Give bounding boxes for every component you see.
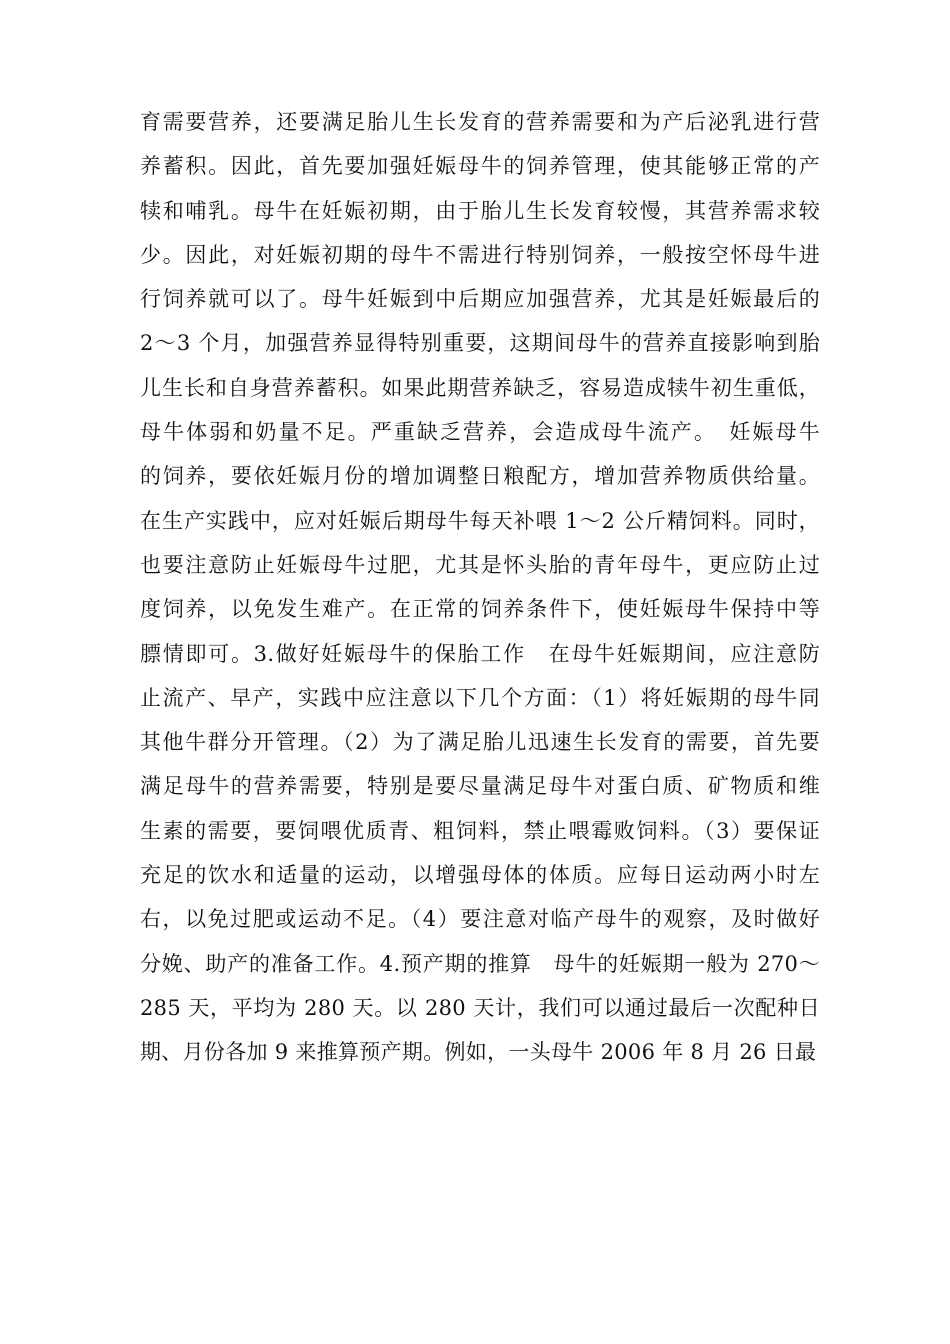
text-line: 在生产实践中，应对妊娠后期母牛每天补喂 1～2 公斤精饲料。同时， [140,508,820,533]
text-line: 生素的需要，要饲喂优质青、粗饲料，禁止喂霉败饲料。（3）要保证 [140,818,820,843]
text-line: 的饲养，要依妊娠月份的增加调整日粮配方，增加营养物质供给量。 [140,464,820,489]
text-line: 满足母牛的营养需要，特别是要尽量满足母牛对蛋白质、矿物质和维 [140,774,820,799]
text-line: 也要注意防止妊娠母牛过肥，尤其是怀头胎的青年母牛，更应防止过 [140,552,820,577]
text-line: 度饲养，以免发生难产。在正常的饲养条件下，使妊娠母牛保持中等 [140,597,820,622]
text-line: 犊和哺乳。母牛在妊娠初期，由于胎儿生长发育较慢，其营养需求较 [140,198,820,223]
text-line: 止流产、早产，实践中应注意以下几个方面：（1）将妊娠期的母牛同 [140,685,820,710]
text-line: 母牛体弱和奶量不足。严重缺乏营养，会造成母牛流产。 妊娠母牛 [140,420,820,445]
text-line: 少。因此，对妊娠初期的母牛不需进行特别饲养，一般按空怀母牛进 [140,242,820,267]
text-line: 285 天，平均为 280 天。以 280 天计，我们可以通过最后一次配种日 [140,995,820,1020]
text-line: 其他牛群分开管理。（2）为了满足胎儿迅速生长发育的需要，首先要 [140,730,820,755]
body-text [140,100,820,1075]
text-line: 期、月份各加 9 来推算预产期。例如，一头母牛 2006 年 8 月 26 日最 [140,1040,817,1065]
text-line: 充足的饮水和适量的运动，以增强母体的体质。应每日运动两小时左 [140,863,820,888]
text-line: 育需要营养，还要满足胎儿生长发育的营养需要和为产后泌乳进行营 [140,110,820,134]
text-line: 养蓄积。因此，首先要加强妊娠母牛的饲养管理，使其能够正常的产 [140,154,820,179]
text-line: 行饲养就可以了。母牛妊娠到中后期应加强营养，尤其是妊娠最后的 [140,287,820,312]
text-line: 分娩、助产的准备工作。4.预产期的推算 母牛的妊娠期一般为 270～ [140,951,820,976]
text-line: 右，以免过肥或运动不足。（4）要注意对临产母牛的观察，及时做好 [140,907,820,932]
text-line: 儿生长和自身营养蓄积。如果此期营养缺乏，容易造成犊牛初生重低， [140,375,820,400]
text-line: 膘情即可。3.做好妊娠母牛的保胎工作 在母牛妊娠期间，应注意防 [140,641,820,666]
text-line: 2～3 个月，加强营养显得特别重要，这期间母牛的营养直接影响到胎 [140,331,820,356]
